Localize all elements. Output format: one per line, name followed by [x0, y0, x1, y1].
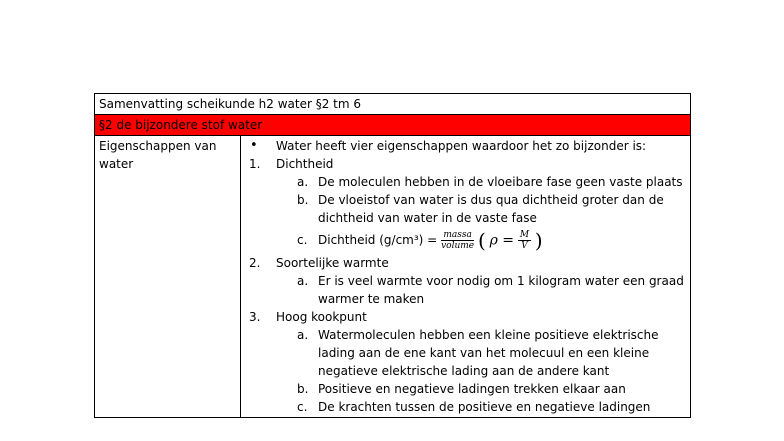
sub-letter: c. [297, 399, 308, 414]
sub-letter: b. [297, 193, 309, 207]
section-row [95, 115, 691, 136]
sub-text: De krachten tussen de positieve en negatieve ladingen [318, 399, 651, 414]
sub-text: Watermoleculen hebben een kleine positieve elektrische lading aan de ene kant van het molecuul en een kleine negatieve elektrische lading aan de andere kant [318, 327, 659, 378]
list-number: 3. [249, 309, 261, 324]
fraction-numerator: massa [443, 230, 472, 241]
list-item-soortelijke-warmte [245, 254, 686, 272]
sub-item [245, 398, 686, 416]
sub-text: Er is veel warmte voor nodig om 1 kilogram water een graad warmer te maken [318, 273, 684, 306]
list-label: Soortelijke warmte [276, 255, 389, 270]
sub-letter: a. [297, 273, 309, 288]
fraction-numerator: M [519, 230, 530, 241]
sub-item [245, 191, 686, 227]
sub-text: De moleculen hebben in de vloeibare fase geen vaste plaats [318, 175, 683, 189]
content-row [95, 136, 691, 418]
sub-item [245, 173, 686, 191]
sub-item [245, 272, 686, 308]
density-formula [441, 227, 543, 254]
sub-text: Positieve en negatieve ladingen trekken elkaar aan [318, 381, 626, 396]
list-number: 1. [249, 157, 261, 171]
section-heading: §2 de bijzondere stof water [95, 115, 691, 136]
paren-close: ) [534, 228, 543, 253]
sub-item-formula [245, 227, 686, 254]
sub-letter: c. [297, 233, 308, 247]
fraction-denominator: V [521, 241, 528, 252]
table-title: Samenvatting scheikunde h2 water §2 tm 6 [95, 94, 691, 115]
list-label: Dichtheid [276, 157, 334, 171]
list-item-dichtheid [245, 155, 686, 173]
sub-text: De vloeistof van water is dus qua dichtheid groter dan de dichtheid van water in de vaste fase [318, 193, 664, 225]
fraction-massa-volume [441, 230, 474, 251]
paren-open: ( [477, 228, 486, 253]
list-number: 2. [249, 255, 261, 270]
sub-letter: b. [297, 381, 309, 396]
rho-symbol: ρ = [489, 232, 514, 249]
list-label: Hoog kookpunt [276, 309, 367, 324]
sub-letter: a. [297, 175, 309, 189]
fraction-denominator: volume [441, 241, 475, 252]
summary-table [94, 93, 691, 418]
content-cell [241, 136, 691, 418]
sub-item [245, 380, 686, 398]
list-item-hoog-kookpunt [245, 308, 686, 326]
sub-item [245, 326, 686, 380]
title-row [95, 94, 691, 115]
bullet-item: • Water heeft vier eigenschappen waardoor het zo bijzonder is: [245, 137, 686, 155]
sub-text: Dichtheid (g/cm³) = [318, 233, 438, 247]
fraction-m-v [518, 230, 531, 251]
sub-letter: a. [297, 327, 309, 342]
row-label: Eigenschappen van water [95, 136, 241, 418]
